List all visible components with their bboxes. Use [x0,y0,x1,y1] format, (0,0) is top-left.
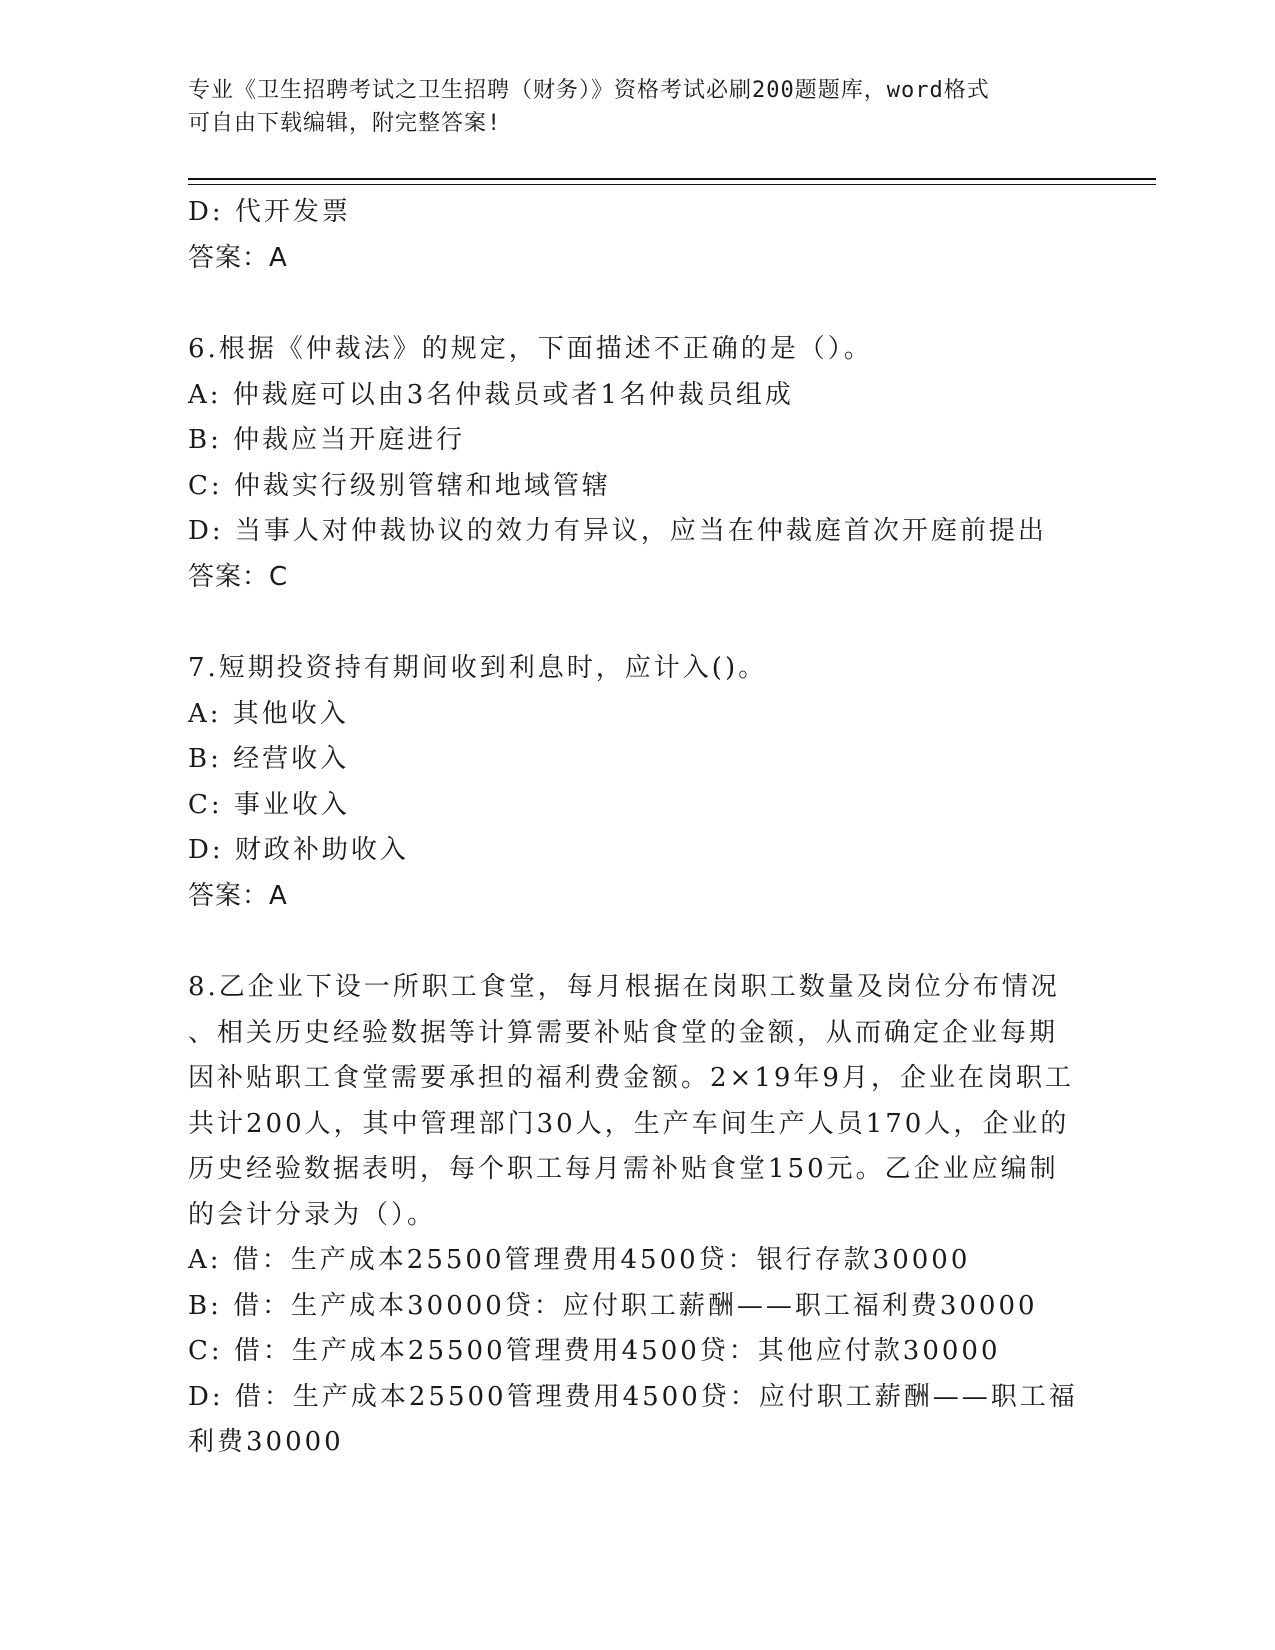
header-divider-thin [188,184,1156,185]
header-divider-thick [188,178,1156,180]
answer: 答案：C [188,561,289,592]
question-8 [188,965,1088,1466]
question-stem-line: 的会计分录为（）。 [188,1199,437,1230]
question-stem: 7.短期投资持有期间收到利息时，应计入()。 [188,653,768,683]
option-b: B: 经营收入 [188,744,350,774]
question-stem-line: 共计200人，其中管理部门30人，生产车间生产人员170人，企业的 [188,1108,1070,1139]
question-7 [188,646,1088,919]
option-c: C: 仲裁实行级别管辖和地域管辖 [188,470,611,501]
spacer [188,919,1088,965]
previous-question-option-d: D: 代开发票 [188,197,351,227]
question-stem-line: 、相关历史经验数据等计算需要补贴食堂的金额，从而确定企业每期 [188,1017,1059,1048]
option-b: B: 借：生产成本30000贷：应付职工薪酬——职工福利费30000 [188,1290,1038,1321]
option-d-line-2: 利费30000 [188,1427,344,1457]
option-a: A: 仲裁庭可以由3名仲裁员或者1名仲裁员组成 [188,379,794,410]
document-body [188,190,1088,1466]
answer: 答案：A [188,880,288,911]
previous-question-answer: 答案：A [188,242,288,273]
spacer [188,600,1088,646]
question-stem-line: 因补贴职工食堂需要承担的福利费金额。2×19年9月，企业在岗职工 [188,1063,1074,1093]
spacer [188,281,1088,327]
option-c: C: 事业收入 [188,789,350,820]
option-d: D: 当事人对仲裁协议的效力有异议，应当在仲裁庭首次开庭前提出 [188,516,1047,546]
option-b: B: 仲裁应当开庭进行 [188,425,466,455]
option-a: A: 其他收入 [188,698,349,729]
question-stem-line: 历史经验数据表明，每个职工每月需补贴食堂150元。乙企业应编制 [188,1154,1059,1184]
option-a: A: 借：生产成本25500管理费用4500贷：银行存款30000 [188,1245,971,1275]
question-stem-line: 8.乙企业下设一所职工食堂，每月根据在岗职工数量及岗位分布情况 [188,972,1060,1002]
option-d-line-1: D: 借：生产成本25500管理费用4500贷：应付职工薪酬——职工福 [188,1381,1078,1412]
header-title-line-2: 可自由下载编辑，附完整答案! [188,111,502,136]
option-d: D: 财政补助收入 [188,835,409,865]
option-c: C: 借：生产成本25500管理费用4500贷：其他应付款30000 [188,1336,1001,1366]
question-stem: 6.根据《仲裁法》的规定，下面描述不正确的是（）。 [188,334,873,364]
header-title-line-1: 专业《卫生招聘考试之卫生招聘（财务）》资格考试必刷200题题库，word格式 [188,78,990,103]
document-header [188,74,1088,140]
question-6 [188,327,1088,600]
